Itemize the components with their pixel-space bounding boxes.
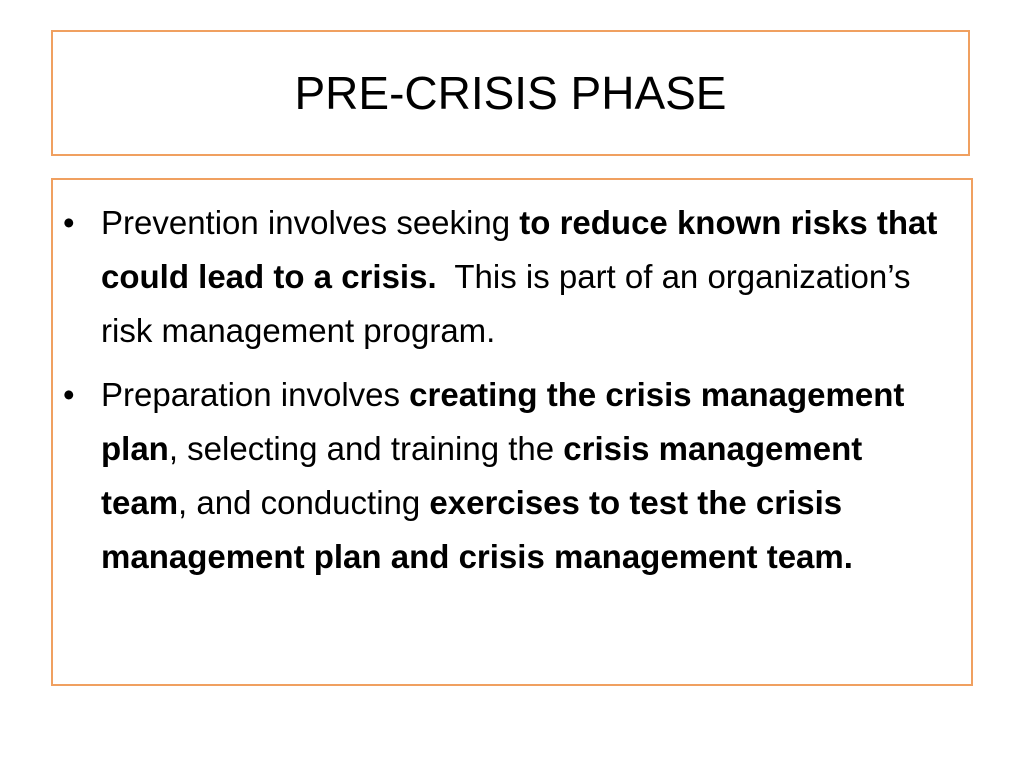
- bullet-list: [63, 196, 949, 584]
- bullet-text-segment: This is part of an organization’s risk management program.: [101, 258, 920, 349]
- title-box: [51, 30, 970, 156]
- bullet-text-segment: Prevention involves seeking: [101, 204, 520, 241]
- bullet-item-prevention: [63, 196, 949, 358]
- bullet-text-segment-bold: creating the crisis management plan: [101, 376, 905, 467]
- bullet-text-segment-bold: crisis management team: [101, 430, 863, 521]
- slide-title: PRE-CRISIS PHASE: [294, 67, 727, 119]
- bullet-icon: •: [63, 204, 75, 241]
- bullet-text-segment: Preparation involves: [101, 376, 410, 413]
- bullet-text-segment: , selecting and training the: [168, 430, 564, 467]
- bullet-text-segment-bold: to reduce known risks that could lead to a crisis.: [101, 204, 938, 295]
- bullet-text-segment: , and conducting: [178, 484, 430, 521]
- content-box: [51, 178, 973, 686]
- bullet-text-segment-bold: exercises to test the crisis management plan and crisis management team.: [101, 484, 853, 575]
- bullet-icon: •: [63, 376, 75, 413]
- bullet-item-preparation: [63, 368, 949, 584]
